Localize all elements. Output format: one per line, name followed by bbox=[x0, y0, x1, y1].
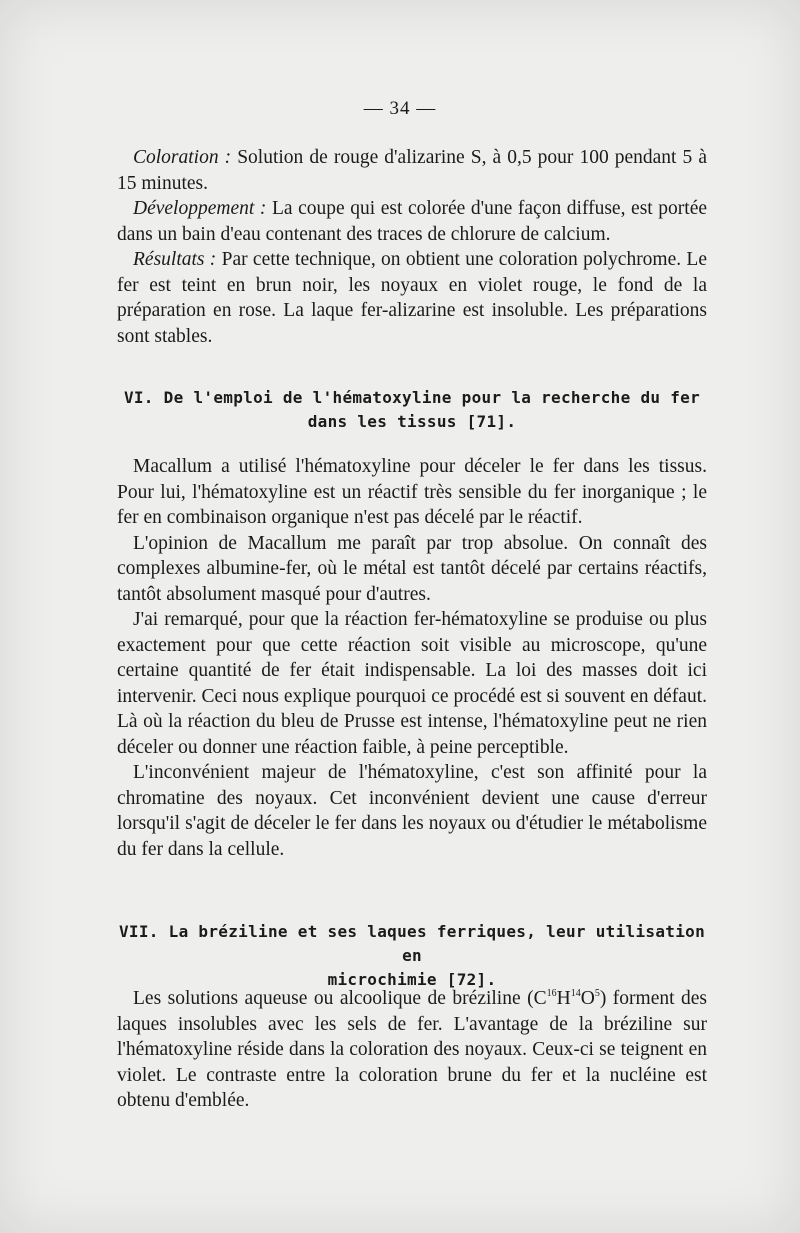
section-7-paragraph bbox=[117, 986, 707, 1114]
resultats-paragraph bbox=[117, 247, 707, 349]
developpement-paragraph bbox=[117, 196, 707, 247]
section-7-body bbox=[117, 986, 707, 1114]
developpement-label: Développement : bbox=[133, 198, 267, 219]
section-6-paragraph: L'inconvénient majeur de l'hématoxyline, c'est son affinité pour la chromatine des noyaux. Cet inconvénient devient une cause d'erreur lorsqu'il s'agit de déceler le fer dans les noyaux ou d'étudier le métabolisme du fer dans la cellule. bbox=[117, 762, 707, 860]
top-text-block bbox=[117, 145, 707, 349]
oxygen-symbol: O bbox=[580, 988, 595, 1009]
section-6-paragraph: L'opinion de Macallum me paraît par trop absolue. On connaît des complexes albumine-fer, où le métal est tantôt décelé par certains réactifs, tantôt absolument masqué pour d'autres. bbox=[117, 532, 707, 605]
bresiline-text-end: ) forment des laques insolubles avec les sels de fer. L'avantage de la bréziline sur l'hématoxyline réside dans la coloration des noyaux. Ceux-ci se teignent en violet. Le contraste entre la coloration brune du fer et la nucléine est obtenu d'emblée. bbox=[117, 988, 707, 1111]
oxygen-index: 5 bbox=[594, 987, 600, 999]
resultats-label: Résultats : bbox=[133, 249, 217, 270]
coloration-paragraph bbox=[117, 145, 707, 196]
carbon-index: 16 bbox=[546, 987, 557, 999]
coloration-label: Coloration : bbox=[133, 147, 232, 168]
section-6-heading-line-2: dans les tissus [71]. bbox=[307, 412, 517, 431]
section-7-heading-line-1: VII. La bréziline et ses laques ferriques, leur utilisation en bbox=[118, 922, 706, 965]
section-6-body bbox=[117, 454, 707, 862]
section-7-heading bbox=[117, 920, 707, 992]
page-number: — 34 — bbox=[363, 98, 437, 119]
hydrogen-symbol: H bbox=[556, 988, 571, 1009]
hydrogen-index: 14 bbox=[570, 987, 581, 999]
resultats-text: Par cette technique, on obtient une coloration polychrome. Le fer est teint en brun noir, les noyaux en violet rouge, le fond de la préparation en rose. La laque fer-alizarine est insoluble. Les préparations sont stables. bbox=[117, 249, 708, 347]
bresiline-text-start: Les solutions aqueuse ou alcoolique de bréziline (C bbox=[133, 988, 547, 1009]
section-6-paragraph: J'ai remarqué, pour que la réaction fer-hématoxyline se produise ou plus exactement pour que cette réaction soit visible au microscope, qu'une certaine quantité de fer était indispensable. La loi des masses doit ici intervenir. Ceci nous explique pourquoi ce procédé est si souvent en défaut. Là où la réaction du bleu de Prusse est intense, l'hématoxyline peut ne rien déceler ou donner une réaction faible, à peine perceptible. bbox=[117, 609, 707, 758]
coloration-text: Solution de rouge d'alizarine S, à 0,5 pour 100 pendant 5 à 15 minutes. bbox=[117, 147, 707, 194]
section-6-paragraph: Macallum a utilisé l'hématoxyline pour déceler le fer dans les tissus. Pour lui, l'hématoxyline est un réactif très sensible du fer inorganique ; le fer en combinaison organique n'est pas décelé par le réactif. bbox=[117, 456, 707, 528]
section-6-heading bbox=[117, 386, 707, 434]
developpement-text: La coupe qui est colorée d'une façon diffuse, est portée dans un bain d'eau contenant des traces de chlorure de calcium. bbox=[117, 198, 707, 245]
section-6-heading-line-1: VI. De l'emploi de l'hématoxyline pour la recherche du fer bbox=[123, 388, 701, 407]
section-7-heading-line-2: microchimie [72]. bbox=[327, 970, 497, 989]
